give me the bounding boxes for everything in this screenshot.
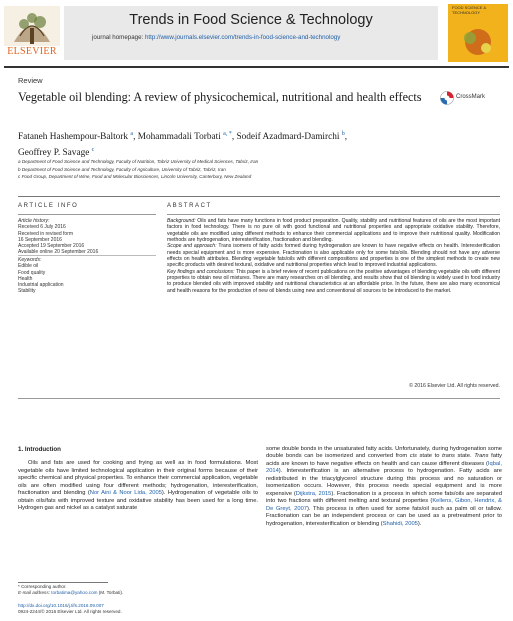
article-history [18,218,158,256]
homepage-label: journal homepage: [92,34,145,41]
affiliation: a Department of Food Science and Technology, Faculty of Nutrition, Tabriz University of Medical Sciences, Tabriz, Iran [18,159,259,164]
header-rule [4,66,509,68]
divider [167,214,500,215]
affiliation: b Department of Food Science and Technology, Faculty of Agriculture, University of Tabriz, Tabriz, Iran [18,166,226,172]
abstract-findings: Key findings and conclusions: This paper is a brief review of recent publications on the positive advantages of blending vegetable oils with different properties to obtain new oil mixtures. There are many researches on oil blending, and results show that oil blending is widely used in food industry to produce blended oils with improved stability and nutritional characteristics at an affordable price. In the future, there are also many economical and health reasons for the production of new oil blends using new and conventional oil sources to be introduced to the market. [167,268,501,294]
keyword: Food quality [18,269,46,276]
issn-line: 0924-2244/© 2016 Elsevier Ltd. All rights reserved. [18,609,122,614]
divider [18,196,500,197]
affiliation: c Food Group, Department of Wine, Food and Molecular Biosciences, Lincoln University, Canterbury, New Zealand [18,174,252,180]
author-list: Fataneh Hashempour-Baltork $^a$, Mohammadali Torbati $^{a, *}$, Sodeif Azadmard-Damirchi $^b$, Geoffrey P. Savage $^c$ [18,131,348,159]
citation-link[interactable]: Nor Aini & Noor Lida, 2005 [89,490,162,497]
history-item: 16 September 2016 [18,236,62,243]
history-item: Received in revised form [18,230,74,237]
article-info-heading: ARTICLE INFO [18,203,79,209]
keyword: Industrial application [18,282,64,289]
doi-link[interactable]: http://dx.doi.org/10.1016/j.tifs.2016.09.007 [18,603,104,608]
divider [18,255,156,256]
author-name: , Sodeif Azadmard-Damirchi [231,132,342,143]
author-name: Fataneh Hashempour-Baltork [18,132,131,143]
abstract-scope: Scope and approach: Trans isomers of fatty acids formed during hydrogenation are known to have negative effects on health. Interesterification needs special equipment and is more expensive. Fractionation is also applicable only for some fats/oils. Blending should not have any adverse effects on health attributes. Blending vegetable fats/oils with different compositions and properties is one of the simplest methods to create new specific products with desired textural, oxidative and nutritional properties which lead to improved industrial applications. [167,243,500,269]
journal-title: Trends in Food Science & Technology [129,12,373,28]
corresponding-author-footnote: * Corresponding author. E-mail address: torbatima@yahoo.com (M. Torbati). [18,584,124,595]
keywords [18,257,158,295]
elsevier-wordmark: ELSEVIER [7,46,57,57]
section-heading: 1. Introduction [18,446,61,453]
affiliations [18,158,498,181]
abstract-copyright: © 2016 Elsevier Ltd. All rights reserved. [409,383,500,389]
history-item: Accepted 19 September 2016 [18,243,85,250]
author-name: , Mohammadali Torbati [133,132,224,143]
author-name: Geoffrey P. Savage [18,148,92,159]
article-section-label: Review [18,76,43,85]
author-affiliation-marker[interactable]: a, * [223,131,232,137]
abstract-heading: ABSTRACT [167,203,212,209]
author-affiliation-marker[interactable]: a [130,131,134,137]
journal-homepage [92,34,438,42]
email-link[interactable]: torbatima@yahoo.com [51,590,98,595]
footnote-rule [18,582,108,583]
doi-block [18,603,258,615]
body-right-column [266,446,502,528]
history-label: Article history: [18,218,50,224]
citation-link[interactable]: Kellens, Gibon, Hendrix, & De Greyt, 2007 [266,498,502,512]
body-paragraph: Oils and fats are used for cooking and frying as well as in food formulations. Most vegetable oils have limited technological application in their original forms because of their specific chemical and physical properties. To enhance their commercial application, vegetable oils are often modified using four different methods; hydrogenation, interesterification, fractionation and blending (Nor Aini & Noor Lida, 2005). Hydrogenation of vegetable oils to obtain oils/fats with improved texture and oxidative stability has been used for a long time. Hydrogen gas and nickel as a catalyst saturate [18,460,258,512]
author-affiliation-marker[interactable]: b [341,131,345,137]
history-item: Received 6 July 2016 [18,224,66,231]
abstract-body [167,218,500,294]
keyword: Health [18,275,33,282]
divider [18,398,500,399]
crossmark-label: CrossMark [456,94,486,100]
homepage-link[interactable]: http://www.journals.elsevier.com/trends-in-food-science-and-technology [144,34,341,41]
citation-link[interactable]: Dijkstra, 2015 [295,490,332,497]
article-title: Vegetable oil blending: A review of physicochemical, nutritional and health effects [18,90,422,104]
abstract-background: Background: Oils and fats have many functions in food product preparation. Quality, stability and nutritional features of oils are the most important factors in food technology. There is no pure oil with good functional and nutritional properties and appropriate oxidative stability. Therefore, vegetable oils are modified using different methods to enhance their commercial applications and to improve their nutritional quality. Modification methods are hydrogenation, interesterification, fractionation and blending. [167,218,500,244]
crossmark-badge[interactable] [440,91,500,105]
keyword: Edible oil [18,263,39,270]
body-left-column [18,446,258,513]
citation-link[interactable]: Iqbal, 2014 [266,460,502,475]
divider [18,214,156,215]
body-paragraph: some double bonds in the unsaturated fatty acids. Unfortunately, during hydrogenation some double bonds can be isomerized and converted from cis state to trans state. Trans fatty acids are known to have negative effects on health and can cause different diseases (Iqbal, 2014). Interesterification is an alternative process to hydrogenation. Fatty acids are redistributed in the triacylglycerol structure during this process and no saturation or isomerization occurs. However, this process needs special equipment and is more expensive (Dijkstra, 2015). Fractionation is a process in which some fats/oils are separated into two fractions with different melting and textural properties (Kellens, Gibon, Hendrix, & De Greyt, 2007). This process is often used for some fats/oil such as palm oil or tallow. Fractionation can be an independent process or can be used as a pretreatment prior to hydrogenation, interesterification or blending (Shahidi, 2005). [266,446,503,527]
history-item: Available online 20 September 2016 [18,249,99,256]
keywords-label: Keywords: [18,257,42,263]
keyword: Stability [18,288,36,295]
citation-link[interactable]: Shahidi, 2005 [382,520,418,527]
author-affiliation-marker[interactable]: c [91,147,95,154]
cover-title: FOOD SCIENCE & TECHNOLOGY [452,5,487,15]
